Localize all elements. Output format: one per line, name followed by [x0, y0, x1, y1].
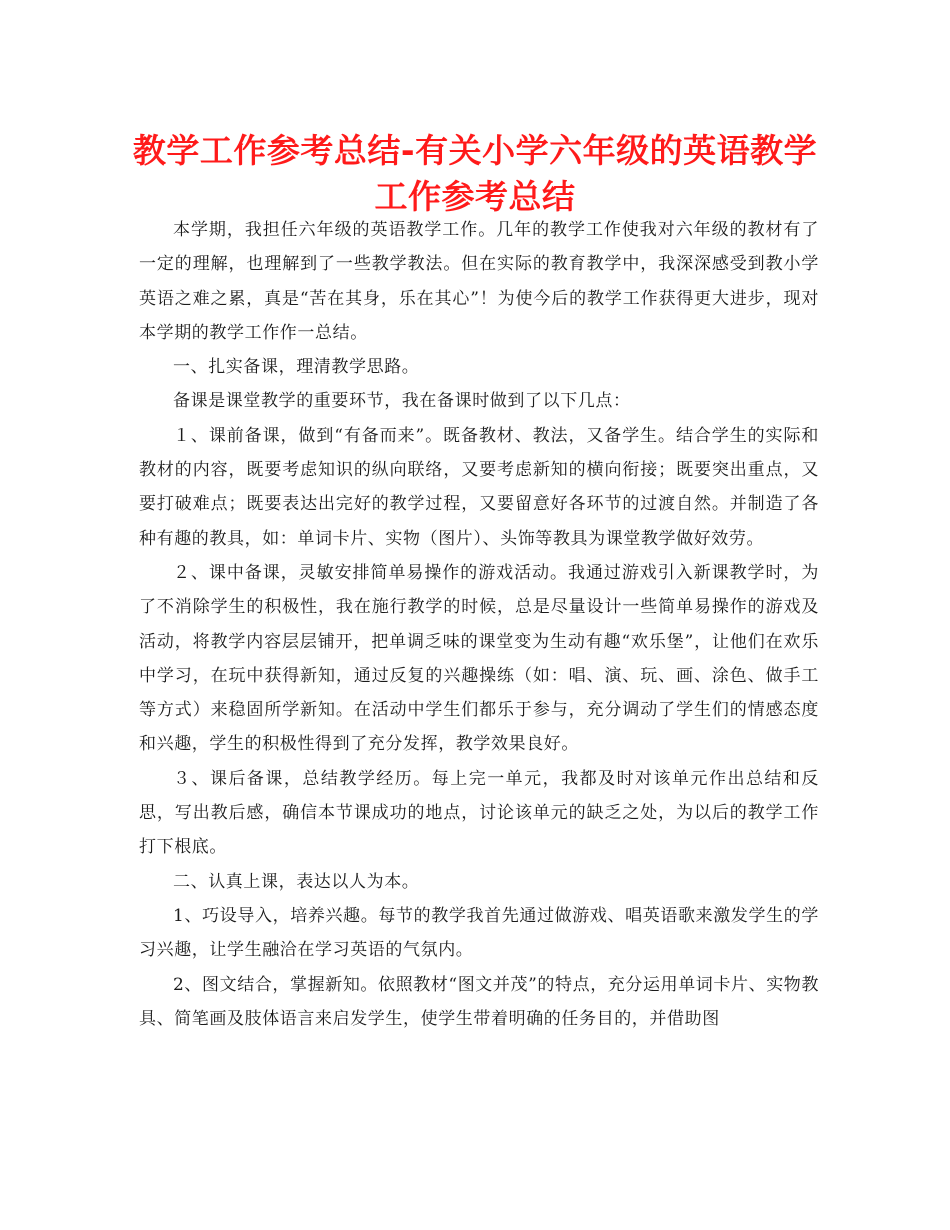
paragraph: ２、课中备课，灵敏安排简单易操作的游戏活动。我通过游戏引入新课教学时，为了不消除学生的积极性，我在施行教学的时候，总是尽量设计一些简单易操作的游戏及活动，将教学内容层层铺开，把单调乏味的课堂变为生动有趣“欢乐堡”，让他们在欢乐中学习，在玩中获得新知，通过反复的兴趣操练（如：唱、演、玩、画、涂色、做手工等方式）来稳固所学新知。在活动中学生们都乐于参与，充分调动了学生们的情感态度和兴趣，学生的积极性得到了充分发挥，教学效果良好。	[139, 562, 819, 755]
paragraph: 本学期，我担任六年级的英语教学工作。几年的教学工作使我对六年级的教材有了一定的理解，也理解到了一些教学教法。但在实际的教育教学中，我深深感受到教小学英语之难之累，真是“苦在其身，乐在其心”！为使今后的教学工作获得更大进步，现对本学期的教学工作作一总结。	[139, 220, 819, 343]
paragraph: 备课是课堂教学的重要环节，我在备课时做到了以下几点：	[173, 391, 631, 412]
document-body	[139, 213, 819, 1036]
section-heading: 一、扎实备课，理清教学思路。	[173, 357, 420, 378]
paragraph: 2、图文结合，掌握新知。依照教材“图文并茂”的特点，充分运用单词卡片、实物教具、简笔画及肢体语言来启发学生，使学生带着明确的任务目的，并借助图	[139, 974, 819, 1029]
paragraph: ３、课后备课，总结教学经历。每上完一单元，我都及时对该单元作出总结和反思，写出教后感，确信本节课成功的地点，讨论该单元的缺乏之处，为以后的教学工作打下根底。	[139, 768, 819, 858]
document-title: 教学工作参考总结-有关小学六年级的英语教学工作参考总结	[132, 131, 818, 216]
paragraph: 1、巧设导入，培养兴趣。每节的教学我首先通过做游戏、唱英语歌来激发学生的学习兴趣，让学生融洽在学习英语的气氛内。	[139, 905, 819, 961]
section-heading: 二、认真上课，表达以人为本。	[173, 871, 420, 892]
paragraph: １、课前备课，做到“有备而来”。既备教材、教法，又备学生。结合学生的实际和教材的内容，既要考虑知识的纵向联络，又要考虑新知的横向衔接；既要突出重点，又要打破难点；既要表达出完好的教学过程，又要留意好各环节的过渡自然。并制造了各种有趣的教具，如：单词卡片、实物（图片）、头饰等教具为课堂教学做好效劳。	[139, 425, 819, 549]
